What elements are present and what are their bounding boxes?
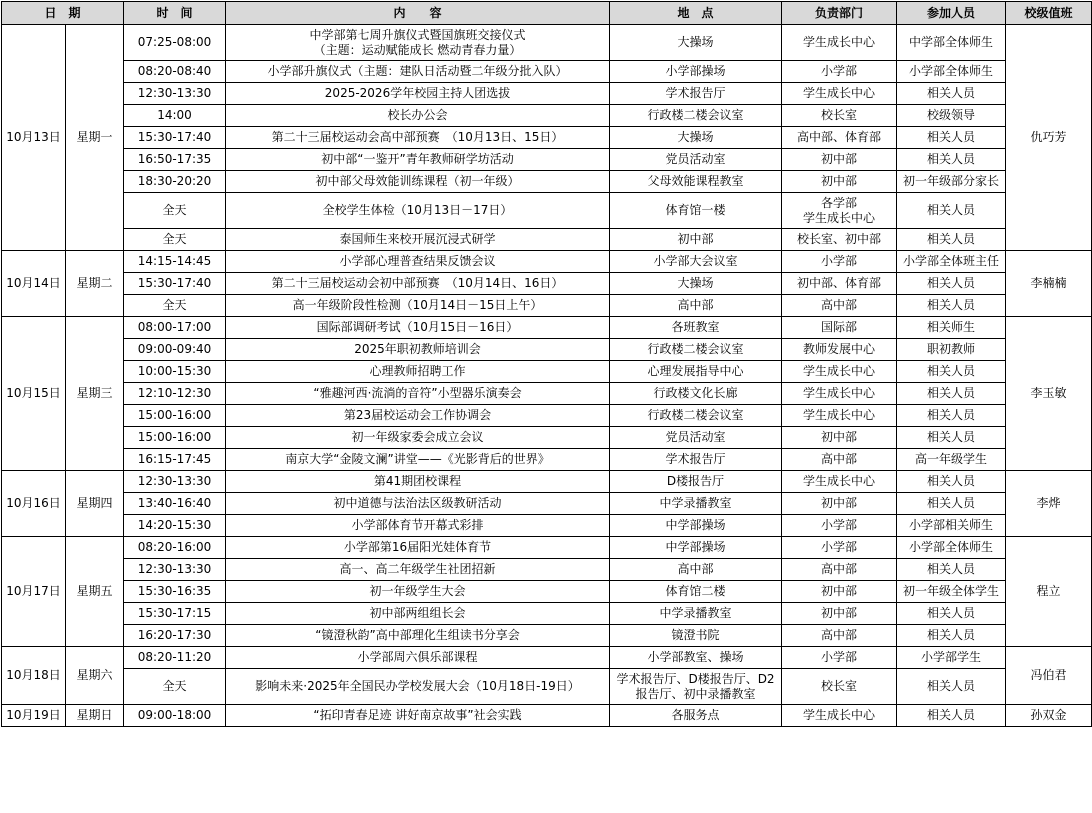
dept-cell: 学生成长中心 [782, 25, 897, 61]
table-row [2, 149, 1092, 171]
table-row [2, 449, 1092, 471]
table-row [2, 229, 1092, 251]
dept-cell: 初中部 [782, 171, 897, 193]
dept-cell: 学生成长中心 [782, 705, 897, 727]
content-cell: 心理教师招聘工作 [226, 361, 610, 383]
content-cell: 初中部“一鉴开”青年教师研学坊活动 [226, 149, 610, 171]
dept-cell: 国际部 [782, 317, 897, 339]
duty-cell: 李玉敏 [1006, 317, 1092, 471]
place-cell: 党员活动室 [610, 427, 782, 449]
table-row [2, 295, 1092, 317]
dept-cell: 高中部 [782, 559, 897, 581]
date-cell: 10月16日 [2, 471, 66, 537]
dept-cell: 小学部 [782, 647, 897, 669]
people-cell: 相关人员 [897, 669, 1006, 705]
dept-cell: 初中部 [782, 603, 897, 625]
people-cell: 小学部全体班主任 [897, 251, 1006, 273]
content-cell: 初一年级家委会成立会议 [226, 427, 610, 449]
place-cell: 体育馆一楼 [610, 193, 782, 229]
table-row [2, 339, 1092, 361]
duty-cell: 仇巧芳 [1006, 25, 1092, 251]
time-cell: 13:40-16:40 [124, 493, 226, 515]
content-cell: 全校学生体检（10月13日－17日） [226, 193, 610, 229]
place-cell: 高中部 [610, 559, 782, 581]
dept-cell: 小学部 [782, 515, 897, 537]
people-cell: 相关人员 [897, 193, 1006, 229]
table-row [2, 427, 1092, 449]
content-cell: 初中道德与法治法区级教研活动 [226, 493, 610, 515]
date-cell: 10月18日 [2, 647, 66, 705]
place-cell: 心理发展指导中心 [610, 361, 782, 383]
dept-cell: 初中部 [782, 493, 897, 515]
dept-cell: 高中部、体育部 [782, 127, 897, 149]
people-cell: 相关人员 [897, 229, 1006, 251]
content-cell: 第二十三届校运动会高中部预赛 （10月13日、15日） [226, 127, 610, 149]
place-cell: 小学部大会议室 [610, 251, 782, 273]
time-cell: 全天 [124, 229, 226, 251]
time-cell: 18:30-20:20 [124, 171, 226, 193]
people-cell: 相关人员 [897, 127, 1006, 149]
table-body [2, 25, 1092, 727]
content-cell: 初中部父母效能训练课程（初一年级） [226, 171, 610, 193]
time-cell: 16:15-17:45 [124, 449, 226, 471]
table-row [2, 361, 1092, 383]
weekday-cell: 星期四 [66, 471, 124, 537]
dept-cell: 小学部 [782, 251, 897, 273]
table-row [2, 581, 1092, 603]
header-duty: 校级值班 [1006, 2, 1092, 25]
time-cell: 15:30-17:15 [124, 603, 226, 625]
weekday-cell: 星期三 [66, 317, 124, 471]
time-cell: 09:00-18:00 [124, 705, 226, 727]
date-cell: 10月15日 [2, 317, 66, 471]
time-cell: 09:00-09:40 [124, 339, 226, 361]
dept-cell: 学生成长中心 [782, 405, 897, 427]
content-cell: 小学部心理普查结果反馈会议 [226, 251, 610, 273]
time-cell: 12:30-13:30 [124, 83, 226, 105]
people-cell: 初一年级全体学生 [897, 581, 1006, 603]
dept-cell: 学生成长中心 [782, 383, 897, 405]
dept-cell: 校长室 [782, 669, 897, 705]
people-cell: 相关人员 [897, 603, 1006, 625]
time-cell: 15:00-16:00 [124, 405, 226, 427]
place-cell: 小学部教室、操场 [610, 647, 782, 669]
table-row [2, 251, 1092, 273]
content-cell: 高一年级阶段性检测（10月14日－15日上午） [226, 295, 610, 317]
duty-cell: 李烨 [1006, 471, 1092, 537]
dept-cell: 高中部 [782, 625, 897, 647]
time-cell: 15:30-17:40 [124, 127, 226, 149]
content-cell: 第41期团校课程 [226, 471, 610, 493]
table-row [2, 493, 1092, 515]
table-row [2, 669, 1092, 705]
place-cell: 父母效能课程教室 [610, 171, 782, 193]
table-row [2, 317, 1092, 339]
time-cell: 12:30-13:30 [124, 559, 226, 581]
duty-cell: 冯伯君 [1006, 647, 1092, 705]
table-header [2, 2, 1092, 25]
header-dept: 负责部门 [782, 2, 897, 25]
header-time: 时 间 [124, 2, 226, 25]
weekday-cell: 星期二 [66, 251, 124, 317]
time-cell: 14:00 [124, 105, 226, 127]
place-cell: 行政楼文化长廊 [610, 383, 782, 405]
content-cell: 中学部第七周升旗仪式暨国旗班交接仪式 （主题：运动赋能成长 燃动青春力量） [226, 25, 610, 61]
dept-cell: 初中部 [782, 427, 897, 449]
people-cell: 相关人员 [897, 705, 1006, 727]
content-cell: 第二十三届校运动会初中部预赛 （10月14日、16日） [226, 273, 610, 295]
weekday-cell: 星期五 [66, 537, 124, 647]
dept-cell: 学生成长中心 [782, 361, 897, 383]
people-cell: 高一年级学生 [897, 449, 1006, 471]
place-cell: 中学录播教室 [610, 493, 782, 515]
time-cell: 全天 [124, 295, 226, 317]
content-cell: 小学部周六俱乐部课程 [226, 647, 610, 669]
time-cell: 08:00-17:00 [124, 317, 226, 339]
people-cell: 中学部全体师生 [897, 25, 1006, 61]
people-cell: 职初教师 [897, 339, 1006, 361]
content-cell: 小学部升旗仪式（主题：建队日活动暨二年级分批入队） [226, 61, 610, 83]
time-cell: 08:20-16:00 [124, 537, 226, 559]
dept-cell: 小学部 [782, 537, 897, 559]
people-cell: 相关人员 [897, 405, 1006, 427]
dept-cell: 高中部 [782, 449, 897, 471]
place-cell: 行政楼二楼会议室 [610, 405, 782, 427]
people-cell: 小学部学生 [897, 647, 1006, 669]
time-cell: 08:20-11:20 [124, 647, 226, 669]
content-cell: 小学部体育节开幕式彩排 [226, 515, 610, 537]
place-cell: 中学录播教室 [610, 603, 782, 625]
table-row [2, 127, 1092, 149]
time-cell: 15:30-16:35 [124, 581, 226, 603]
table-row [2, 405, 1092, 427]
table-row [2, 515, 1092, 537]
header-date: 日 期 [2, 2, 124, 25]
place-cell: 初中部 [610, 229, 782, 251]
table-row [2, 559, 1092, 581]
table-row [2, 603, 1092, 625]
place-cell: 中学部操场 [610, 515, 782, 537]
content-cell: 高一、高二年级学生社团招新 [226, 559, 610, 581]
people-cell: 初一年级部分家长 [897, 171, 1006, 193]
dept-cell: 教师发展中心 [782, 339, 897, 361]
place-cell: 党员活动室 [610, 149, 782, 171]
place-cell: 行政楼二楼会议室 [610, 105, 782, 127]
place-cell: D楼报告厅 [610, 471, 782, 493]
table-row [2, 625, 1092, 647]
content-cell: 初中部两组组长会 [226, 603, 610, 625]
place-cell: 学术报告厅、D楼报告厅、D2 报告厅、初中录播教室 [610, 669, 782, 705]
people-cell: 相关人员 [897, 295, 1006, 317]
table-row [2, 193, 1092, 229]
date-cell: 10月13日 [2, 25, 66, 251]
people-cell: 小学部全体师生 [897, 61, 1006, 83]
people-cell: 相关人员 [897, 83, 1006, 105]
content-cell: “拓印青春足迹 讲好南京故事”社会实践 [226, 705, 610, 727]
header-people: 参加人员 [897, 2, 1006, 25]
time-cell: 15:30-17:40 [124, 273, 226, 295]
people-cell: 小学部相关师生 [897, 515, 1006, 537]
time-cell: 全天 [124, 669, 226, 705]
weekday-cell: 星期日 [66, 705, 124, 727]
dept-cell: 高中部 [782, 295, 897, 317]
place-cell: 学术报告厅 [610, 449, 782, 471]
place-cell: 中学部操场 [610, 537, 782, 559]
table-row [2, 647, 1092, 669]
header-row [2, 2, 1092, 25]
content-cell: 小学部第16届阳光娃体育节 [226, 537, 610, 559]
time-cell: 07:25-08:00 [124, 25, 226, 61]
time-cell: 全天 [124, 193, 226, 229]
table-row [2, 105, 1092, 127]
table-row [2, 705, 1092, 727]
content-cell: 南京大学“金陵文澜”讲堂——《光影背后的世界》 [226, 449, 610, 471]
date-cell: 10月17日 [2, 537, 66, 647]
place-cell: 各班教室 [610, 317, 782, 339]
people-cell: 小学部全体师生 [897, 537, 1006, 559]
duty-cell: 孙双金 [1006, 705, 1092, 727]
time-cell: 12:30-13:30 [124, 471, 226, 493]
people-cell: 相关人员 [897, 361, 1006, 383]
content-cell: 2025-2026学年校园主持人团选拔 [226, 83, 610, 105]
dept-cell: 各学部 学生成长中心 [782, 193, 897, 229]
content-cell: 第23届校运动会工作协调会 [226, 405, 610, 427]
place-cell: 大操场 [610, 127, 782, 149]
content-cell: 国际部调研考试（10月15日－16日） [226, 317, 610, 339]
people-cell: 相关人员 [897, 427, 1006, 449]
weekday-cell: 星期一 [66, 25, 124, 251]
place-cell: 小学部操场 [610, 61, 782, 83]
people-cell: 校级领导 [897, 105, 1006, 127]
duty-cell: 程立 [1006, 537, 1092, 647]
table-row [2, 171, 1092, 193]
content-cell: 初一年级学生大会 [226, 581, 610, 603]
people-cell: 相关人员 [897, 383, 1006, 405]
place-cell: 体育馆二楼 [610, 581, 782, 603]
place-cell: 行政楼二楼会议室 [610, 339, 782, 361]
people-cell: 相关人员 [897, 493, 1006, 515]
content-cell: 泰国师生来校开展沉浸式研学 [226, 229, 610, 251]
people-cell: 相关人员 [897, 559, 1006, 581]
content-cell: “雅趣河西·流淌的音符”小型器乐演奏会 [226, 383, 610, 405]
people-cell: 相关师生 [897, 317, 1006, 339]
place-cell: 大操场 [610, 25, 782, 61]
table-row [2, 61, 1092, 83]
dept-cell: 校长室、初中部 [782, 229, 897, 251]
people-cell: 相关人员 [897, 471, 1006, 493]
place-cell: 大操场 [610, 273, 782, 295]
dept-cell: 初中部 [782, 149, 897, 171]
time-cell: 12:10-12:30 [124, 383, 226, 405]
date-cell: 10月14日 [2, 251, 66, 317]
table-row [2, 537, 1092, 559]
date-cell: 10月19日 [2, 705, 66, 727]
dept-cell: 学生成长中心 [782, 83, 897, 105]
header-place: 地 点 [610, 2, 782, 25]
place-cell: 学术报告厅 [610, 83, 782, 105]
dept-cell: 初中部、体育部 [782, 273, 897, 295]
place-cell: 镜澄书院 [610, 625, 782, 647]
dept-cell: 初中部 [782, 581, 897, 603]
weekday-cell: 星期六 [66, 647, 124, 705]
schedule-table [1, 1, 1092, 727]
time-cell: 14:20-15:30 [124, 515, 226, 537]
time-cell: 16:50-17:35 [124, 149, 226, 171]
table-row [2, 83, 1092, 105]
place-cell: 高中部 [610, 295, 782, 317]
table-row [2, 471, 1092, 493]
dept-cell: 学生成长中心 [782, 471, 897, 493]
place-cell: 各服务点 [610, 705, 782, 727]
time-cell: 08:20-08:40 [124, 61, 226, 83]
content-cell: 校长办公会 [226, 105, 610, 127]
people-cell: 相关人员 [897, 625, 1006, 647]
table-row [2, 25, 1092, 61]
people-cell: 相关人员 [897, 273, 1006, 295]
people-cell: 相关人员 [897, 149, 1006, 171]
content-cell: “镜澄秋韵”高中部理化生组读书分享会 [226, 625, 610, 647]
dept-cell: 校长室 [782, 105, 897, 127]
duty-cell: 李楠楠 [1006, 251, 1092, 317]
time-cell: 16:20-17:30 [124, 625, 226, 647]
content-cell: 2025年职初教师培训会 [226, 339, 610, 361]
dept-cell: 小学部 [782, 61, 897, 83]
time-cell: 10:00-15:30 [124, 361, 226, 383]
table-row [2, 273, 1092, 295]
table-row [2, 383, 1092, 405]
content-cell: 影响未来·2025年全国民办学校发展大会（10月18日-19日） [226, 669, 610, 705]
time-cell: 14:15-14:45 [124, 251, 226, 273]
header-content: 内 容 [226, 2, 610, 25]
time-cell: 15:00-16:00 [124, 427, 226, 449]
